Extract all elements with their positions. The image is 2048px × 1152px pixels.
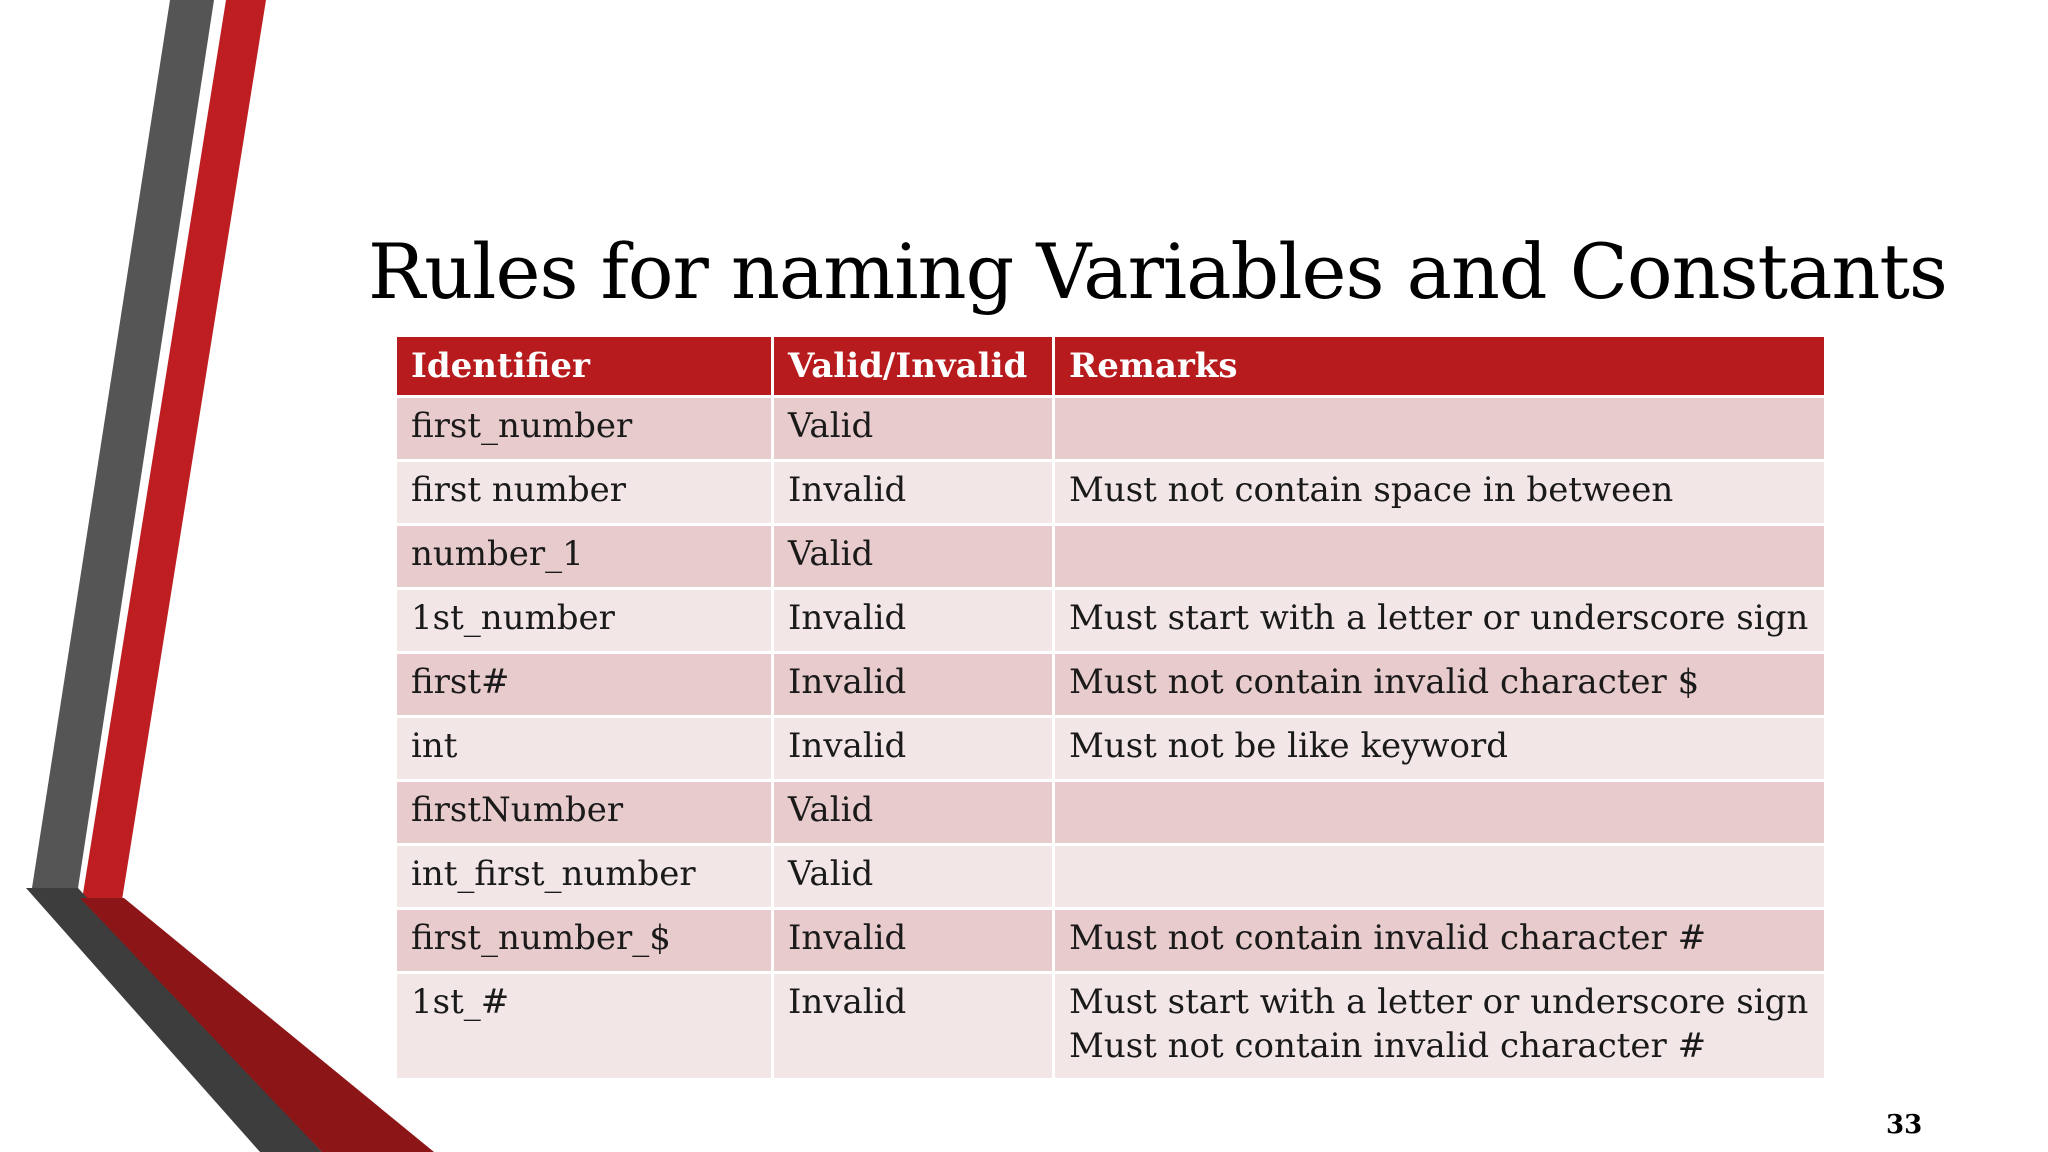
gray-stripe-lower bbox=[26, 888, 322, 1152]
table-row bbox=[396, 909, 1826, 973]
remarks-cell bbox=[1054, 781, 1826, 845]
remarks-cell bbox=[1054, 909, 1826, 973]
table-header-row bbox=[396, 336, 1826, 397]
status-cell: Invalid bbox=[773, 717, 1054, 781]
table-row bbox=[396, 781, 1826, 845]
identifier-cell: first_number_$ bbox=[396, 909, 773, 973]
status-cell: Valid bbox=[773, 781, 1054, 845]
status-cell: Invalid bbox=[773, 589, 1054, 653]
remark-line: Must not contain space in between bbox=[1069, 470, 1674, 510]
identifier-cell: 1st_number bbox=[396, 589, 773, 653]
status-cell: Invalid bbox=[773, 909, 1054, 973]
header-remarks: Remarks bbox=[1054, 336, 1826, 397]
table-row bbox=[396, 525, 1826, 589]
remarks-cell bbox=[1054, 397, 1826, 461]
table-row bbox=[396, 717, 1826, 781]
identifier-cell: first_number bbox=[396, 397, 773, 461]
table-row bbox=[396, 461, 1826, 525]
identifier-cell: first number bbox=[396, 461, 773, 525]
identifier-cell: int bbox=[396, 717, 773, 781]
remarks-cell bbox=[1054, 461, 1826, 525]
table-row bbox=[396, 653, 1826, 717]
header-valid-invalid: Valid/Invalid bbox=[773, 336, 1054, 397]
status-cell: Invalid bbox=[773, 653, 1054, 717]
identifier-rules-table bbox=[394, 334, 1827, 1081]
remarks-cell bbox=[1054, 653, 1826, 717]
remark-line: Must not contain invalid character # bbox=[1069, 918, 1707, 958]
page-number: 33 bbox=[1886, 1110, 1923, 1140]
remarks-cell bbox=[1054, 845, 1826, 909]
status-cell: Valid bbox=[773, 397, 1054, 461]
identifier-cell: int_first_number bbox=[396, 845, 773, 909]
status-cell: Invalid bbox=[773, 973, 1054, 1080]
header-identifier: Identifier bbox=[396, 336, 773, 397]
table-row bbox=[396, 845, 1826, 909]
remarks-cell bbox=[1054, 973, 1826, 1080]
identifier-cell: firstNumber bbox=[396, 781, 773, 845]
status-cell: Valid bbox=[773, 845, 1054, 909]
remarks-cell bbox=[1054, 589, 1826, 653]
remark-line: Must start with a letter or underscore sign bbox=[1069, 598, 1809, 638]
table-row bbox=[396, 973, 1826, 1080]
identifier-cell: first# bbox=[396, 653, 773, 717]
remark-line: Must not contain invalid character $ bbox=[1069, 662, 1700, 702]
identifier-cell: number_1 bbox=[396, 525, 773, 589]
remark-line: Must not contain invalid character # bbox=[1069, 1026, 1707, 1066]
remarks-cell bbox=[1054, 525, 1826, 589]
table-row bbox=[396, 589, 1826, 653]
identifier-cell: 1st_# bbox=[396, 973, 773, 1080]
status-cell: Valid bbox=[773, 525, 1054, 589]
remark-line: Must start with a letter or underscore sign bbox=[1069, 982, 1809, 1022]
table-row bbox=[396, 397, 1826, 461]
status-cell: Invalid bbox=[773, 461, 1054, 525]
remark-line: Must not be like keyword bbox=[1069, 726, 1508, 766]
remarks-cell bbox=[1054, 717, 1826, 781]
slide-title: Rules for naming Variables and Constants bbox=[368, 227, 1947, 316]
